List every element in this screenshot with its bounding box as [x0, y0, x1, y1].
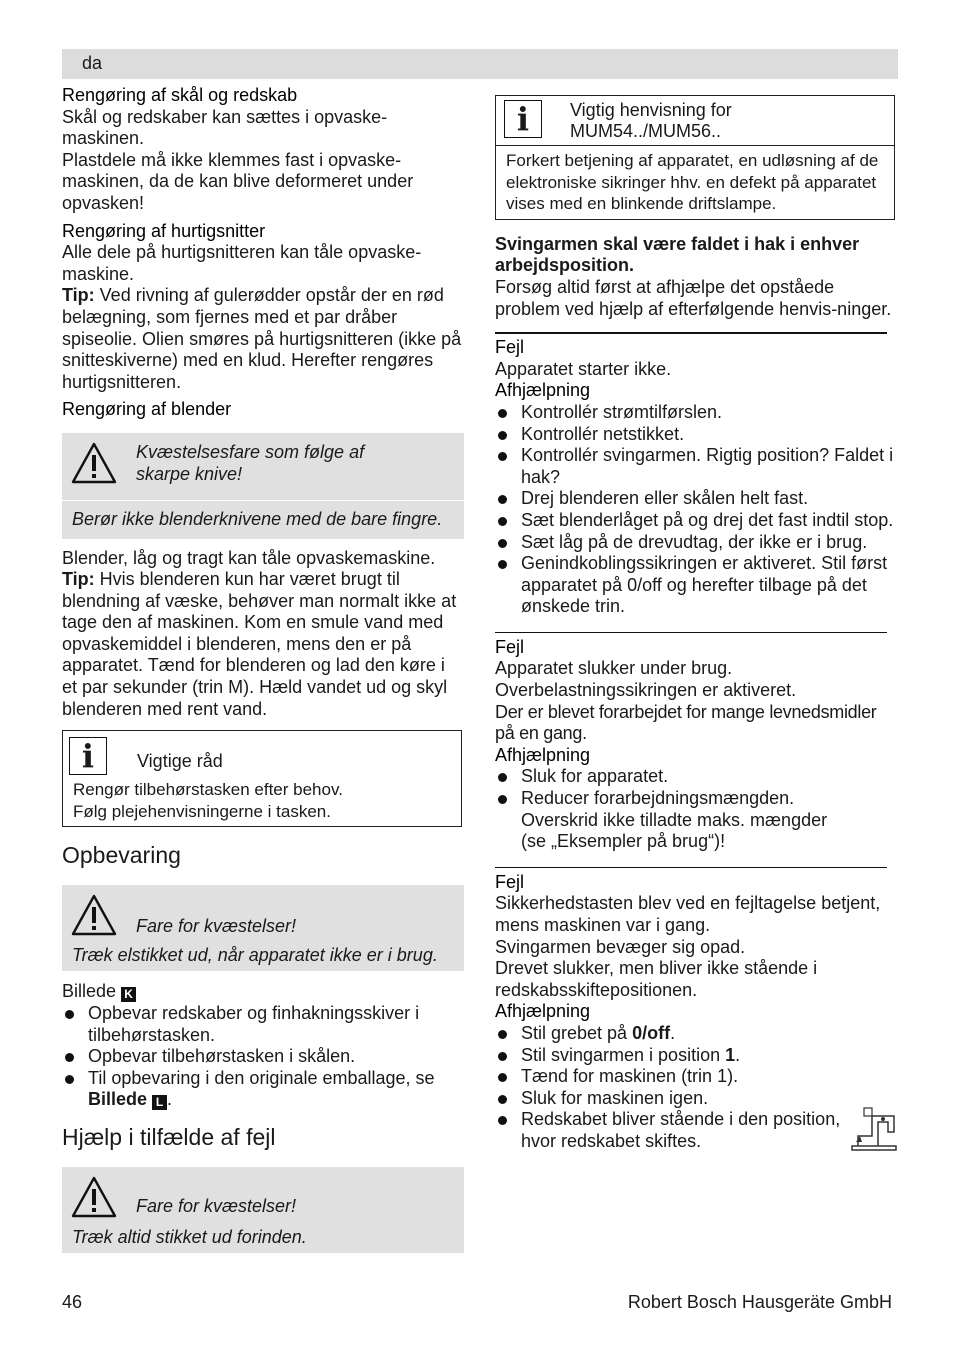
paragraph: Blender, låg og tragt kan tåle opvaskemaskine. [62, 547, 436, 568]
list-item: Kontrollér netstikket. [495, 424, 897, 446]
section-title-troubleshooting: Hjælp i tilfælde af fejl [62, 1124, 276, 1150]
remedy-label: Afhjælpning [495, 1001, 591, 1022]
list-item: Genindkoblingssikringen er aktiveret. Stil først apparatet på 0/off og herefter tilbage på det ønskede trin. [495, 553, 897, 618]
fault-description: Drevet slukker, men bliver ikke stående i redskabsskiftepositionen. [495, 958, 818, 1000]
warning-header [62, 885, 464, 939]
info-text: Forkert betjening af apparatet, en udløsning af de elektroniske sikringer hhv. en defekt på apparatet vises med en blinkende driftslampe. [506, 151, 879, 214]
info-line: Følg plejehenvisningerne i tasken. [73, 801, 331, 821]
info-box [495, 95, 895, 220]
bold-note: Svingarmen skal være faldet i hak i enhver arbejdsposition. [495, 233, 860, 276]
paragraph: Plastdele må ikke klemmes fast i opvaske-maskinen, da de kan blive deformeret under opvasken! [62, 149, 414, 213]
list-item: Tænd for maskinen (trin 1). [495, 1066, 897, 1088]
section-heading-bowl-cleaning: Rengøring af skål og redskab [62, 85, 298, 105]
section-title-storage: Opbevaring [62, 842, 181, 869]
tip-paragraph [62, 569, 464, 720]
fault-block-3 [495, 868, 897, 1153]
fault-description: Svingarmen bevæger sig opad. [495, 936, 746, 957]
figure-key-l: L [152, 1095, 167, 1110]
fault-block-2 [495, 633, 897, 853]
info-header [496, 96, 894, 146]
info-title: Vigtige råd [137, 751, 223, 772]
warning-text: Træk altid stikket ud forinden. [72, 1227, 307, 1247]
list-item: Stil svingarmen i position 1. [495, 1045, 897, 1067]
fault-description: Overbelastningssikringen er aktiveret. [495, 680, 797, 701]
paragraph: Alle dele på hurtigsnitteren kan tåle opvaske-maskine. [62, 242, 422, 284]
list-item: Opbevar redskaber og finhakningsskiver i tilbehørstasken. [62, 1003, 464, 1046]
fault-label: Fejl [495, 871, 525, 892]
warning-box [62, 885, 464, 971]
figure-key-k: K [121, 987, 136, 1002]
tip-text: Hvis blenderen kun har været brugt til blendning af væske, behøver man normalt ikke at tage den af maskinen. Kom en smule vand med opvaskemiddel i blenderen, mens den er på apparatet. Tænd for blenderen og lad den køre i et par sekunder (trin M). Hæld vandet ud og skyl blenderen med rent vand. [62, 569, 457, 719]
list-item: Sæt låg på de drevudtag, der ikke er i brug. [495, 532, 897, 554]
warning-box [62, 1167, 464, 1253]
list-item: Stil grebet på 0/off. [495, 1023, 897, 1045]
list-item: Drej blenderen eller skålen helt fast. [495, 488, 897, 510]
remedy-list [495, 1023, 897, 1153]
info-text [63, 775, 461, 826]
fault-block-1 [495, 334, 897, 618]
warning-triangle-icon [70, 441, 118, 485]
info-box [62, 730, 462, 827]
list-item: Sluk for maskinen igen. [495, 1088, 897, 1110]
language-code: da [82, 53, 103, 73]
list-item: Reducer forarbejdningsmængden. Overskrid ikke tilladte maks. mængder (se „Eksempler på brug“)! [495, 788, 855, 853]
remedy-list [495, 766, 897, 852]
list-item: Til opbevaring i den originale emballage, se Billede L . [62, 1068, 464, 1111]
fault-description: Apparatet starter ikke. [495, 358, 672, 379]
info-icon: i [69, 737, 107, 775]
fault-description: Apparatet slukker under brug. [495, 658, 733, 679]
list-item: Redskabet bliver stående i den position, hvor redskabet skiftes. [495, 1109, 855, 1152]
tip-text: Ved rivning af gulerødder opstår der en rød belægning, som fjernes med et par dråber spiseolie. Olien smøres på hurtigsnitteren (ikke på snitteskiverne) med en klud. Herefter rengøres hurtigsnitteren. [62, 285, 462, 392]
figure-reference: Billede K [62, 981, 464, 1003]
warning-triangle-icon [70, 893, 118, 937]
list-item: Kontrollér svingarmen. Rigtig position? Faldet i hak? [495, 445, 897, 488]
tip-label: Tip: [62, 569, 95, 590]
info-line: Rengør tilbehørstasken efter behov. [73, 780, 343, 800]
warning-triangle-icon [70, 1175, 118, 1219]
list-item: Kontrollér strømtilførslen. [495, 402, 897, 424]
paragraph: Forsøg altid først at afhjælpe det opståede problem ved hjælp af efterfølgende henvis-ninger. [495, 276, 892, 319]
tip-paragraph [62, 285, 464, 393]
remedy-list [495, 402, 897, 618]
section-heading-slicer-cleaning: Rengøring af hurtigsnitter [62, 220, 266, 241]
list-item: Opbevar tilbehørstasken i skålen. [62, 1046, 464, 1068]
warning-header [62, 1167, 464, 1221]
warning-title: Fare for kvæstelser! [136, 1196, 297, 1216]
info-icon: i [504, 100, 542, 138]
warning-text: Træk elstikket ud, når apparatet ikke er i brug. [72, 945, 438, 966]
warning-title: Kvæstelsesfare som følge af skarpe knive! [136, 441, 365, 484]
left-column [62, 85, 464, 1253]
right-column [495, 95, 897, 1153]
footer-company: Robert Bosch Hausgeräte GmbH [627, 1292, 892, 1312]
paragraph: Skål og redskaber kan sættes i opvaske-maskinen. [62, 106, 388, 149]
page-number: 46 [62, 1292, 83, 1312]
remedy-label: Afhjælpning [495, 380, 591, 401]
remedy-label: Afhjælpning [495, 744, 591, 765]
storage-list [62, 1003, 464, 1111]
list-item: Sæt blenderlåget på og drej det fast indtil stop. [495, 510, 897, 532]
fault-label: Fejl [495, 636, 525, 657]
fault-description: Der er blevet forarbejdet for mange levnedsmidler på en gang. [495, 701, 877, 744]
warning-title: Fare for kvæstelser! [136, 916, 297, 937]
warning-box [62, 433, 464, 539]
tip-label: Tip: [62, 285, 95, 306]
info-header [63, 731, 461, 775]
warning-header [62, 433, 464, 501]
kitchen-machine-icon [850, 1106, 898, 1152]
info-title: Vigtig henvisning for MUM54../MUM56.. [570, 100, 732, 141]
fault-label: Fejl [495, 337, 525, 358]
fault-description: Sikkerhedstasten blev ved en fejltagelse betjent, mens maskinen var i gang. [495, 893, 881, 935]
warning-text: Berør ikke blenderknivene med de bare fingre. [72, 508, 443, 529]
section-heading-blender-cleaning: Rengøring af blender [62, 399, 232, 420]
language-bar [62, 49, 898, 79]
list-item: Sluk for apparatet. [495, 766, 897, 788]
